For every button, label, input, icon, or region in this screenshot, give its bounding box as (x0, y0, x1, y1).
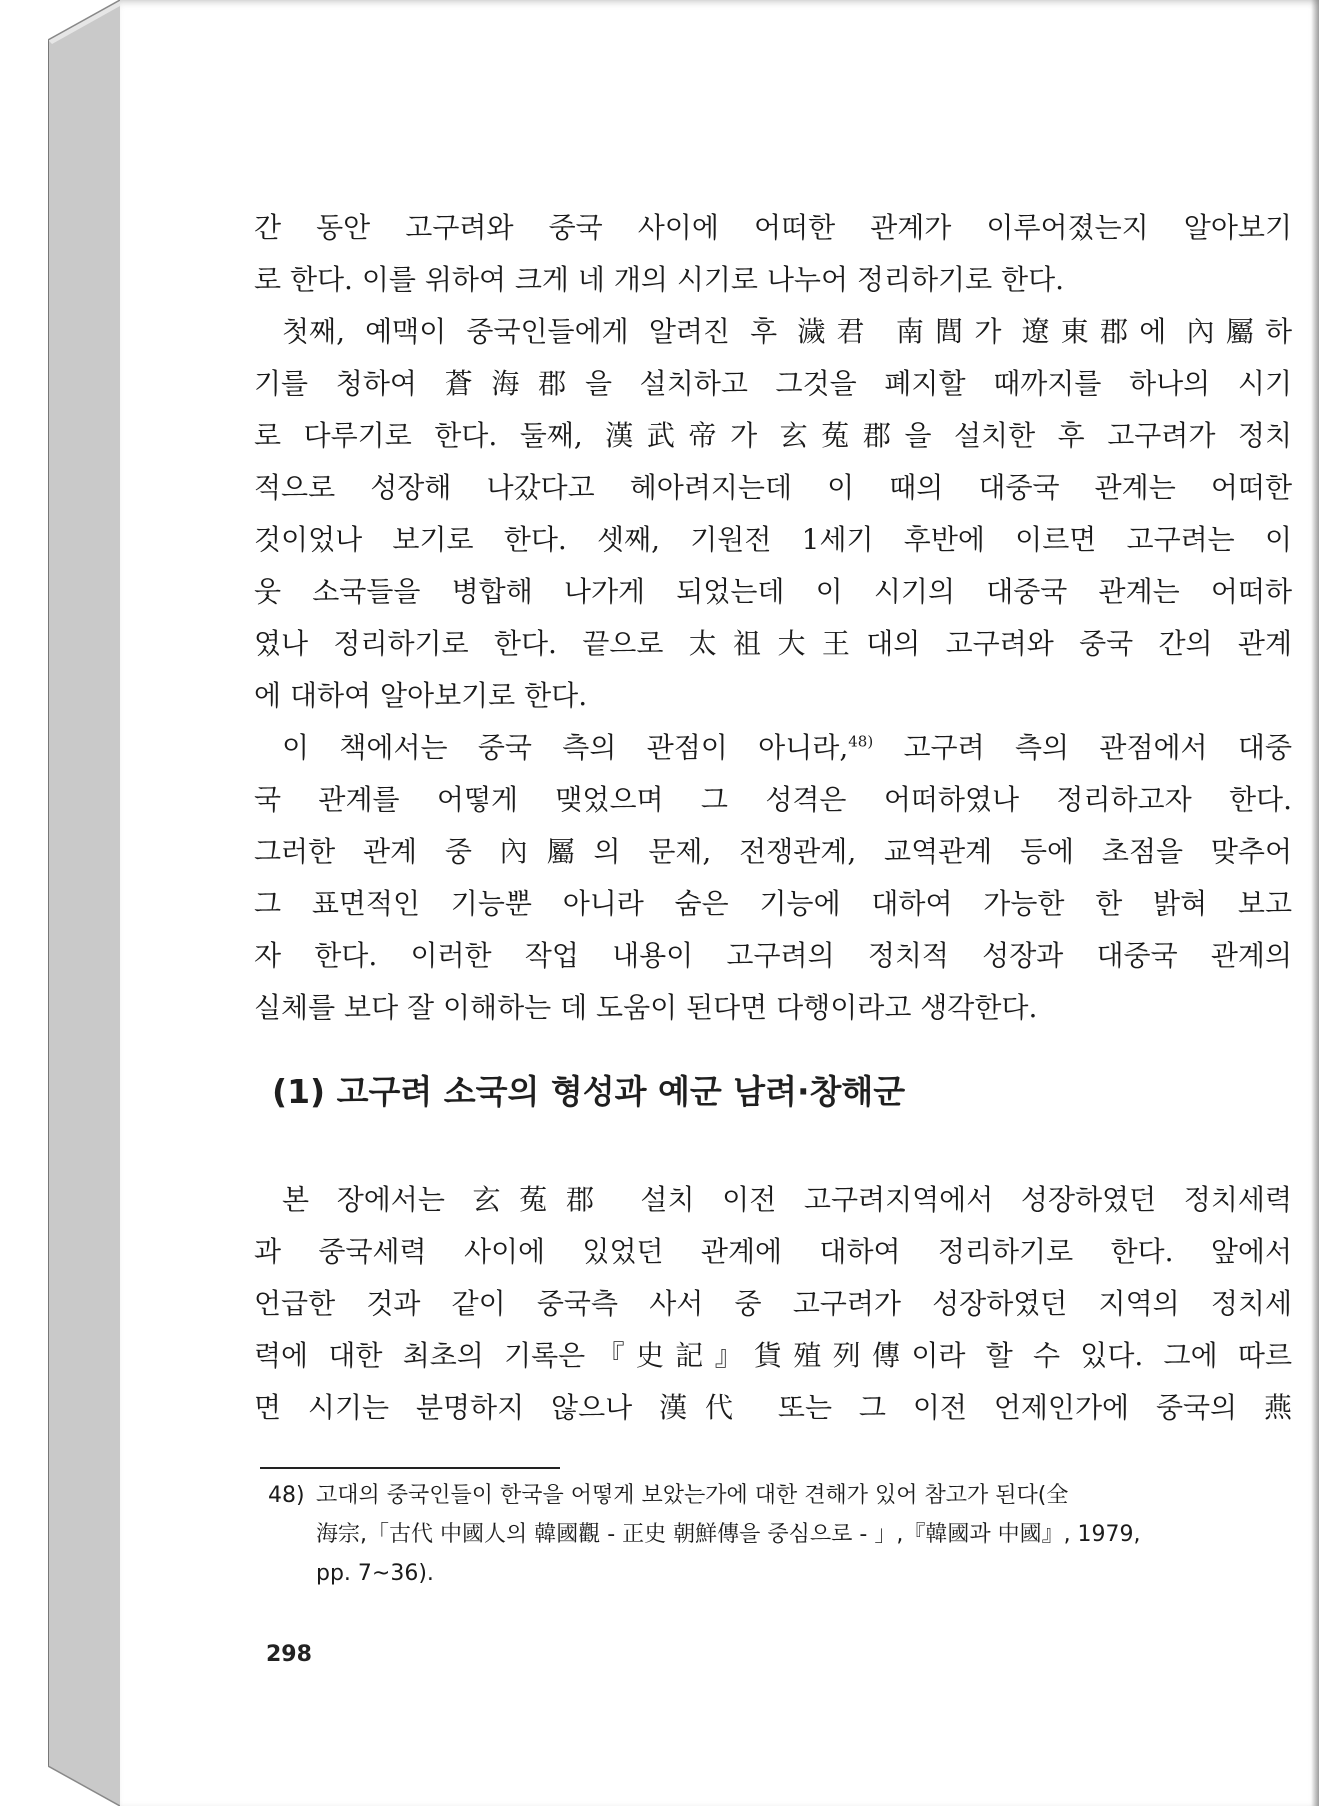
text-line: 첫째, 예맥이 중국인들에게 알려진 후 濊君 南閭가 遼東郡에 內屬하 (282, 315, 1292, 348)
paragraph-periods (254, 306, 1292, 722)
text-line: 그러한 관계 중 內屬의 문제, 전쟁관계, 교역관계 등에 초점을 맞추어 (254, 835, 1292, 868)
text-line: 로 다루기로 한다. 둘째, 漢武帝가 玄菟郡을 설치한 후 고구려가 정치 (254, 419, 1292, 452)
footnote-line (268, 1476, 1292, 1515)
footnote (268, 1476, 1292, 1593)
paragraph-section (254, 1174, 1292, 1434)
text-line: 자 한다. 이러한 작업 내용이 고구려의 정치적 성장과 대중국 관계의 (254, 939, 1292, 972)
text-line: 언급한 것과 같이 중국측 사서 중 고구려가 성장하였던 지역의 정치세 (254, 1287, 1292, 1320)
document-page (120, 0, 1319, 1806)
text-line: 간 동안 고구려와 중국 사이에 어떠한 관계가 이루어졌는지 알아보기 (254, 211, 1292, 244)
text-line: 그 표면적인 기능뿐 아니라 숨은 기능에 대하여 가능한 한 밝혀 보고 (254, 887, 1292, 920)
text-segment: 이 책에서는 중국 측의 관점이 아니라, (282, 731, 849, 764)
footnote-line: 海宗,「古代 中國人의 韓國觀 - 正史 朝鮮傳을 중심으로 - 」,『韓國과 中國』, 1979, (316, 1522, 1141, 1547)
text-line: 웃 소국들을 병합해 나가게 되었는데 이 시기의 대중국 관계는 어떠하 (254, 575, 1292, 608)
footnote-reference[interactable]: 48) (848, 732, 874, 751)
text-segment: 고구려 측의 관점에서 대중 (873, 731, 1292, 764)
footnote-divider (260, 1467, 560, 1469)
text-line: 에 대하여 알아보기로 한다. (254, 679, 588, 712)
section-heading: (1) 고구려 소국의 형성과 예군 남려·창해군 (272, 1072, 906, 1111)
text-line: 국 관계를 어떻게 맺었으며 그 성격은 어떠하였나 정리하고자 한다. (254, 783, 1292, 816)
footnote-number: 48) (268, 1483, 305, 1508)
text-line: 것이었나 보기로 한다. 셋째, 기원전 1세기 후반에 이르면 고구려는 이 (254, 523, 1292, 556)
page-edge-shadow (1311, 0, 1319, 1806)
text-line: 면 시기는 분명하지 않으나 漢代 또는 그 이전 언제인가에 중국의 燕 (254, 1391, 1292, 1424)
text-line: 력에 대한 최초의 기록은『史記』貨殖列傳이라 할 수 있다. 그에 따르 (254, 1339, 1292, 1372)
footnote-line: pp. 7~36). (316, 1561, 434, 1586)
text-line (254, 722, 1292, 774)
book-page-edge (48, 0, 120, 1806)
text-line: 적으로 성장해 나갔다고 헤아려지는데 이 때의 대중국 관계는 어떠한 (254, 471, 1292, 504)
footnote-text: 고대의 중국인들이 한국을 어떻게 보았는가에 대한 견해가 있어 참고가 된다(全 (316, 1483, 1069, 1508)
text-line: 였나 정리하기로 한다. 끝으로 太祖大王대의 고구려와 중국 간의 관계 (254, 627, 1292, 660)
paragraph-aim (254, 722, 1292, 1034)
text-line: 본 장에서는 玄菟郡 설치 이전 고구려지역에서 성장하였던 정치세력 (282, 1183, 1292, 1216)
text-line: 과 중국세력 사이에 있었던 관계에 대하여 정리하기로 한다. 앞에서 (254, 1235, 1292, 1268)
text-line: 로 한다. 이를 위하여 크게 네 개의 시기로 나누어 정리하기로 한다. (254, 263, 1065, 296)
paragraph-intro (254, 202, 1292, 306)
page-number: 298 (266, 1642, 312, 1667)
text-line: 실체를 보다 잘 이해하는 데 도움이 된다면 다행이라고 생각한다. (254, 991, 1038, 1024)
text-line: 기를 청하여 蒼海郡을 설치하고 그것을 폐지할 때까지를 하나의 시기 (254, 367, 1292, 400)
